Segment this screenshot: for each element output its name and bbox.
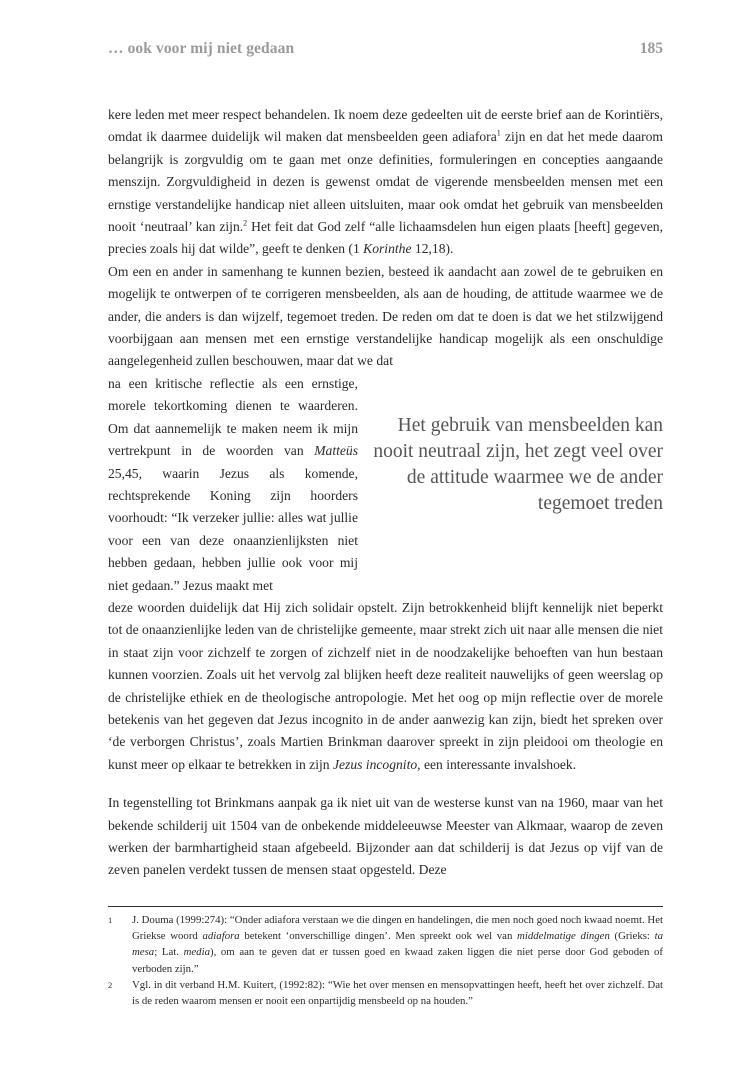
footnote-ref-1[interactable]: 1 [496,128,501,138]
running-header [108,40,663,62]
footnote-divider [108,906,663,907]
footnote-ref-2[interactable]: 2 [243,218,248,228]
footnote-2: 2 Vgl. in dit verband H.M. Kuitert, (1992:82): “Wie het over mensen en mensopvattingen heeft, heeft het over zichzelf. Dat is de reden waarom mensen er nooit een onpartijdig mensbeeld op na houden.” [108,978,663,1008]
page-number: 185 [639,40,663,57]
paragraph-3: deze woorden duidelijk dat Hij zich solidair opstelt. Zijn betrokkenheid blijft kennelijk niet beperkt tot de onaanzienlijke leden van de christelijke gemeente, maar strekt zich uit naar alle mensen die niet in staat zijn voor zichzelf te zorgen of zichzelf niet in de noodzakelijke behoeften van hun bestaan kunnen voorzien. Zoals uit het vervolg zal blijken heeft deze realiteit nauwelijks of geen weerslag op de christelijke ethiek en de theologische antropologie. Met het oog op mijn reflectie over de morele betekenis van het gegeven dat Jezus incognito in de ander aanwezig kan zijn, biedt het spreken over ‘de verborgen Christus’, zoals Martien Brinkman daarover spreekt in zijn pleidooi om theologie en kunst meer op elkaar te betrekken in zijn Jezus incognito, een interessante invalshoek. [108,599,663,772]
footnote-1: 1 J. Douma (1999:274): “Onder adiafora verstaan we die dingen en handelingen, die men noch goed noch kwaad noemt. Het Griekse woord adiafora betekent ‘onverschillige dingen’. Men spreekt ook wel van middelmatige dingen (Grieks: ta mesa; Lat. media), om aan te geven dat er tussen goed en kwaad zaken liggen die niet perse door God geboden of verboden zijn.” [108,914,663,975]
footnote-number: 2 [108,979,113,990]
pullquote-wrap [108,373,663,597]
paragraph-4: In tegenstelling tot Brinkmans aanpak ga ik niet uit van de westerse kunst van na 1960, maar van het bekende schilderij uit 1504 van de onbekende middeleeuwse Meester van Alkmaar, waarop de zeven werken der barmhartigheid staan afgebeeld. Bijzonder aan dat schilderij is dat Jezus op vijf van de zeven panelen verdekt tussen de mensen staat opgesteld. Deze [108,795,663,878]
paragraph-2: Om een en ander in samenhang te kunnen bezien, besteed ik aandacht aan zowel de te gebruiken en mogelijk te ontwerpen of te corrigeren mensbeelden, als aan de houding, de attitude waarmee we de ander, die anders is dan wijzelf, tegemoet treden. De reden om dat te doen is dat we het stilzwijgend voorbijgaan aan mensen met een ernstige verstandelijke handicap mogelijk als een onschuldige aangelegenheid zullen beschouwen, maar dat we dat [108,263,663,369]
footnote-number: 1 [108,915,113,925]
footnotes [108,912,663,1009]
running-title: … ook voor mij niet gedaan [108,40,295,57]
paragraph-2-narrow: na een kritische reflectie als een ernstige, morele tekortkoming dienen te waarderen. Om dat aannemelijk te maken neem ik mijn vertrekpunt in de woorden van Matteüs 25,45, waarin Jezus als komende, rechtsprekende Koning zijn hoorders voorhoudt: “Ik verzeker jullie: alles wat jullie voor een van deze onaanzienlijksten niet hebben gedaan, hebben jullie ook voor mij niet gedaan.” Jezus maakt met [108,375,358,593]
pull-quote: Het gebruik van mensbeelden kan nooit neutraal zijn, het zegt veel over de attitude waarmee we de ander tegemoet treden [373,414,663,515]
body-text [108,104,663,882]
paragraph-1: kere leden met meer respect behandelen. Ik noem deze gedeelten uit de eerste brief aan de Korintiërs, omdat ik daarmee duidelijk wil maken dat mensbeelden geen adiafora$^1$ zijn en dat het mede daarom belangrijk is zorgvuldig om te gaan met onze definities, formuleringen en concepties aangaande menszijn. Zorgvuldigheid in dezen is gewenst omdat de vigerende mensbeelden mensen met een ernstige verstandelijke handicap niet alleen uitsluiten, maar ook omdat het gebruik van mensbeelden nooit ‘neutraal’ kan zijn.$^2$ Het feit dat God zelf “alle lichaamsdelen hun eigen plaats [heeft] gegeven, precies zoals hij dat wilde”, geeft te denken (1 Korinthe 12,18). [108,107,663,257]
